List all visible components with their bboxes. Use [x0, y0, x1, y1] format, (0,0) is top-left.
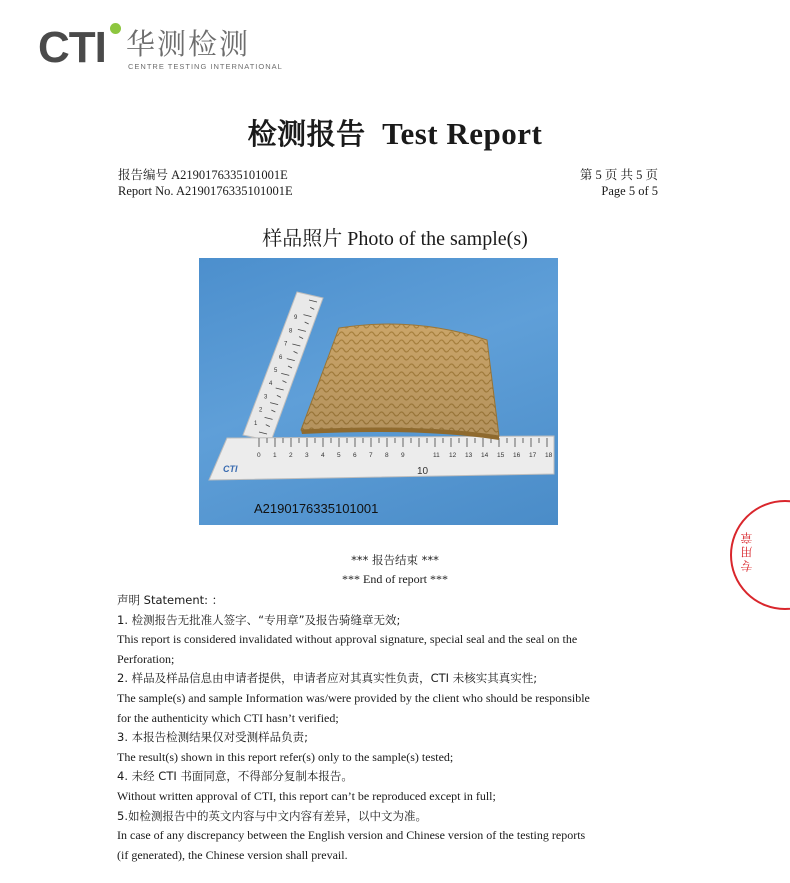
statement-line: 1. 检测报告无批准人签字、“专用章”及报告骑缝章无效; [117, 612, 401, 627]
ruler-number: 17 [529, 452, 537, 459]
ruler-number: 13 [465, 452, 473, 459]
photo-heading: 样品照片 Photo of the sample(s) [262, 228, 528, 250]
report-number-en: Report No. A2190176335101001E [118, 184, 293, 198]
ruler-number: 4 [269, 381, 273, 388]
ruler-number: 10 [417, 466, 429, 477]
statement-line: Perforation; [117, 651, 175, 666]
ruler-number: 8 [289, 328, 293, 335]
ruler-number: 7 [284, 341, 288, 348]
ruler-number: 5 [274, 368, 278, 374]
ruler-number: 4 [321, 452, 325, 459]
report-title [0, 112, 790, 153]
ruler-number: 1 [254, 420, 258, 427]
report-title-en: Test Report [382, 116, 543, 151]
ruler-number: 0 [257, 452, 261, 459]
report-number-cn: 报告编号 A2190176335101001E [118, 168, 288, 182]
ruler-number: 1 [273, 452, 277, 459]
ruler-number: 9 [294, 315, 298, 322]
ruler-number: 11 [433, 452, 440, 459]
statement-heading: 声明 Statement: ： [117, 593, 224, 607]
seal-text: 专用章 [740, 530, 754, 572]
statement-line: (if generated), the Chinese version shall prevail. [117, 847, 348, 862]
ruler-number: 9 [401, 452, 405, 459]
ruler-number: 3 [305, 452, 309, 459]
statement-line: for the authenticity which CTI hasn’t verified; [117, 710, 339, 725]
statement-line: In case of any discrepancy between the English version and Chinese version of the testing reports [117, 828, 586, 843]
page-number-block [580, 167, 658, 199]
statement-line: 4. 未经 CTI 书面同意，不得部分复制本报告。 [117, 769, 353, 784]
statement-line: This report is considered invalidated without approval signature, special seal and the seal on the [117, 632, 578, 647]
ruler-number: 15 [497, 452, 505, 459]
logo-dot-icon [110, 23, 121, 34]
ruler-number: 5 [337, 452, 341, 459]
ruler-and-sample-illustration [199, 258, 558, 525]
ruler-number: 12 [449, 452, 457, 459]
sample-id-label: A2190176335101001 [254, 501, 379, 516]
ruler-number: 6 [279, 354, 283, 361]
statement-line: Without written approval of CTI, this report can’t be reproduced except in full; [117, 788, 496, 803]
ruler-number: 6 [353, 452, 357, 459]
ruler-number: 8 [385, 452, 389, 459]
report-number-block [118, 167, 293, 199]
ruler-number: 3 [264, 394, 268, 401]
ruler-number: 14 [481, 452, 489, 459]
statement-line: 2. 样品及样品信息由申请者提供，申请者应对其真实性负责，CTI 未核实其真实性; [117, 671, 538, 686]
statement-line: The sample(s) and sample Information was/were provided by the client who should be responsible [117, 690, 590, 705]
logo-english-name: CENTRE TESTING INTERNATIONAL [128, 62, 283, 71]
logo-letters: CTI [38, 23, 106, 72]
statement-line: 3. 本报告检测结果仅对受测样品负责; [117, 730, 309, 745]
sample-photo [199, 258, 558, 525]
statement-section [117, 591, 677, 865]
svg-text:CTI: CTI [223, 464, 238, 474]
statement-line: The result(s) shown in this report refer(s) only to the sample(s) tested; [117, 749, 454, 764]
ruler-number: 2 [259, 407, 263, 414]
ruler-number: 2 [289, 452, 293, 459]
ruler-number: 18 [545, 452, 553, 459]
report-title-cn: 检测报告 [247, 117, 366, 151]
ruler-number: 16 [513, 452, 521, 459]
page-number-en: Page 5 of 5 [601, 184, 658, 198]
end-of-report-en: *** End of report *** [342, 572, 448, 586]
statement-line: 5.如检测报告中的英文内容与中文内容有差异，以中文为准。 [117, 808, 427, 823]
logo-chinese-name: 华测检测 [126, 27, 251, 61]
page-number-cn: 第 5 页 共 5 页 [579, 168, 658, 182]
end-of-report-cn: *** 报告结束 *** [351, 553, 439, 567]
ruler-number: 7 [369, 452, 373, 459]
